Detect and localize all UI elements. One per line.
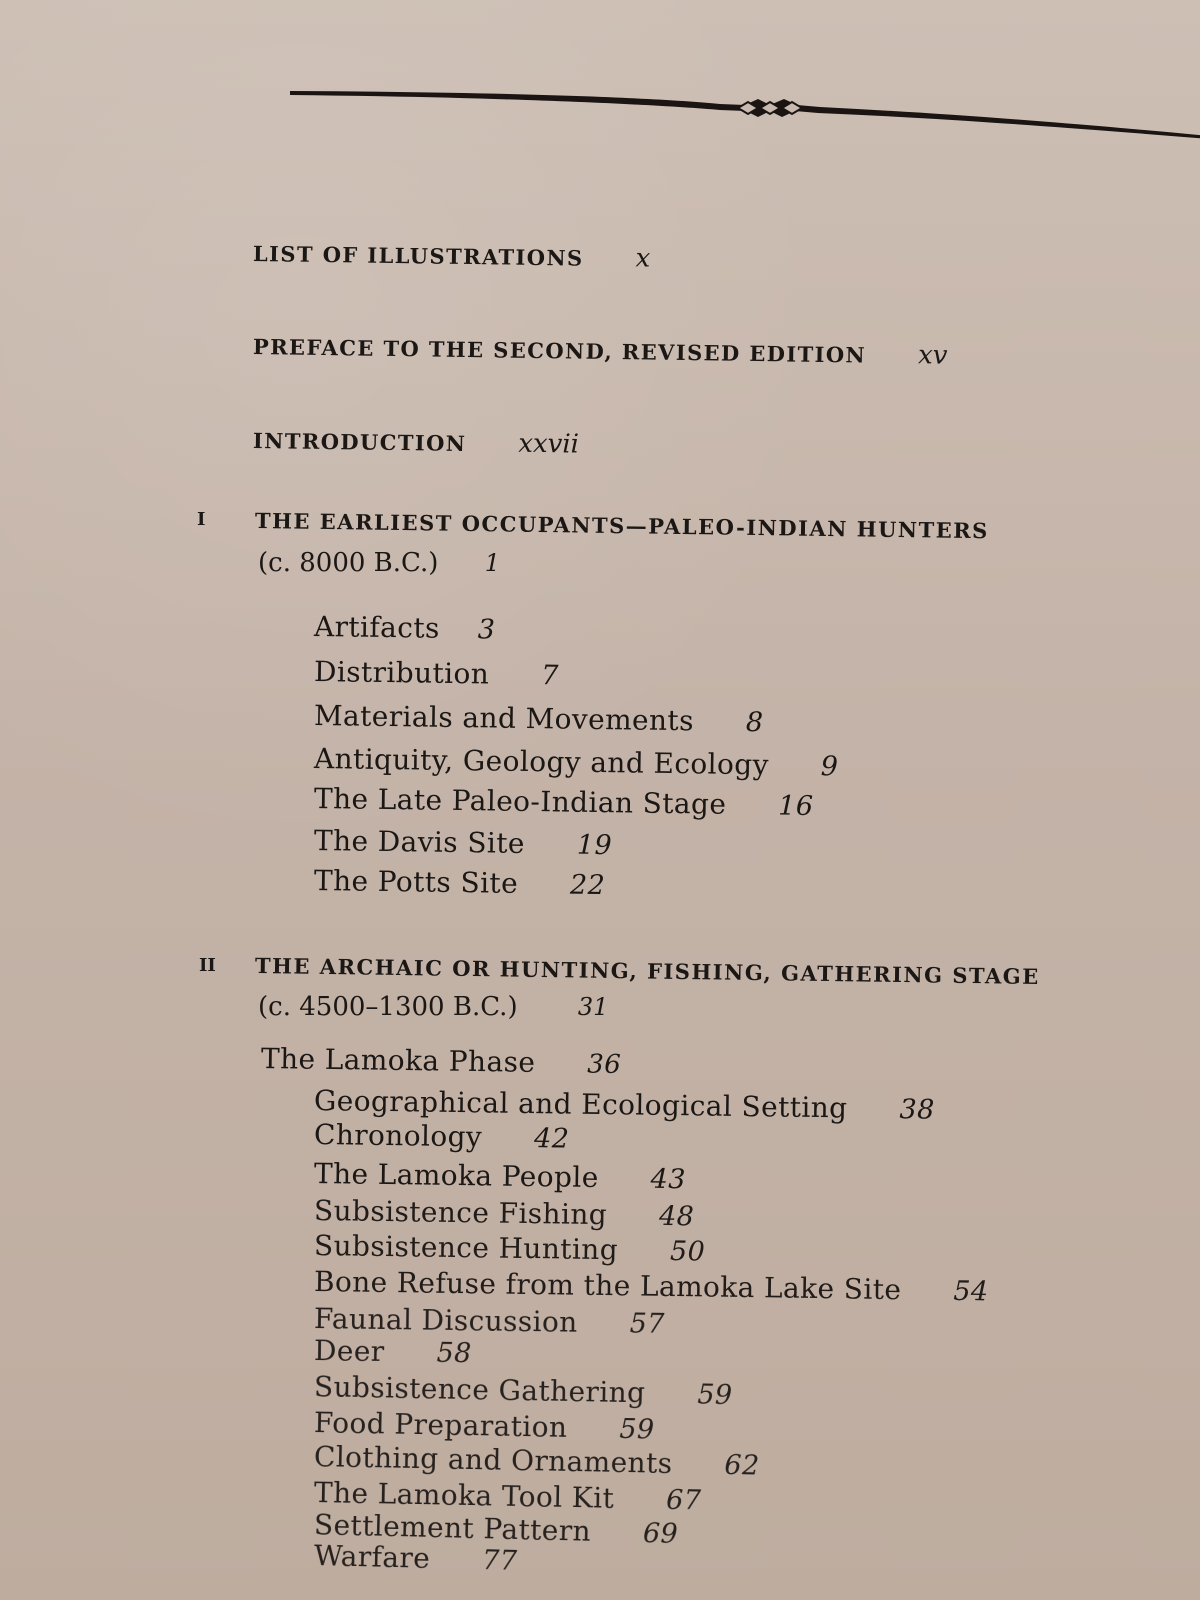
toc-section-subsistence-gathering bbox=[314, 1370, 733, 1411]
toc-section-distribution bbox=[314, 655, 559, 691]
chapter-date: (c. 8000 B.C.) bbox=[258, 548, 439, 578]
page-number: 57 bbox=[629, 1308, 666, 1340]
section-title: Subsistence Hunting bbox=[313, 1229, 619, 1267]
page-number: 58 bbox=[436, 1337, 472, 1370]
page-number: 59 bbox=[697, 1379, 733, 1412]
section-title: Warfare bbox=[313, 1539, 431, 1575]
page-number: xv bbox=[917, 340, 948, 371]
toc-section-materials-and-movements bbox=[314, 699, 764, 738]
chapter-date: (c. 4500–1300 B.C.) bbox=[258, 992, 518, 1022]
page-number: 7 bbox=[540, 660, 560, 692]
toc-entry-preface bbox=[253, 331, 948, 371]
section-title: Materials and Movements bbox=[313, 699, 695, 738]
toc-section-davis-site bbox=[314, 824, 613, 861]
ornamental-rule-icon bbox=[290, 82, 1200, 142]
page-number: 1 bbox=[484, 549, 500, 577]
page-number: 54 bbox=[953, 1275, 989, 1308]
section-title: Subsistence Gathering bbox=[313, 1370, 646, 1410]
page-number: 31 bbox=[577, 993, 609, 1021]
section-title: Geographical and Ecological Setting bbox=[313, 1084, 848, 1125]
toc-section-food-preparation bbox=[314, 1406, 655, 1446]
page-number: 8 bbox=[745, 707, 764, 739]
section-title: Food Preparation bbox=[313, 1406, 568, 1444]
page-number: x bbox=[635, 243, 651, 274]
toc-entry-introduction bbox=[253, 425, 579, 460]
section-title: The Potts Site bbox=[313, 864, 519, 900]
section-title: The Late Paleo-Indian Stage bbox=[313, 782, 727, 821]
page-number: 9 bbox=[820, 751, 839, 783]
page-number: 69 bbox=[642, 1518, 679, 1550]
toc-section-antiquity-geology-and-ecology bbox=[314, 742, 839, 782]
page-number: 48 bbox=[658, 1200, 695, 1233]
phase-title: The Lamoka Phase bbox=[260, 1042, 536, 1079]
toc-section-chronology bbox=[314, 1118, 570, 1155]
section-title: Chronology bbox=[313, 1118, 483, 1154]
section-title: Subsistence Fishing bbox=[313, 1194, 608, 1232]
front-matter-title: INTRODUCTION bbox=[252, 428, 467, 456]
section-title: Faunal Discussion bbox=[313, 1302, 578, 1339]
chapter-title: THE EARLIEST OCCUPANTS—PALEO-INDIAN HUNTERS bbox=[254, 508, 989, 544]
page-number: 77 bbox=[481, 1545, 518, 1577]
toc-section-bone-refuse bbox=[314, 1265, 989, 1307]
chapter-date-line bbox=[258, 992, 608, 1022]
section-title: Deer bbox=[313, 1334, 385, 1368]
page-number: 36 bbox=[587, 1049, 622, 1081]
page-number: 43 bbox=[650, 1163, 687, 1196]
toc-section-deer bbox=[314, 1334, 472, 1369]
page-number: 67 bbox=[665, 1484, 702, 1517]
section-title: Settlement Pattern bbox=[313, 1508, 592, 1548]
section-title: Artifacts bbox=[313, 610, 440, 645]
toc-section-late-paleo-indian-stage bbox=[314, 782, 814, 822]
section-title: Bone Refuse from the Lamoka Lake Site bbox=[313, 1265, 902, 1307]
page-number: 19 bbox=[576, 829, 613, 862]
page-number: 3 bbox=[477, 614, 496, 646]
page-number: 38 bbox=[899, 1094, 935, 1126]
chapter-title: THE ARCHAIC OR HUNTING, FISHING, GATHERING STAGE bbox=[254, 953, 1040, 989]
toc-section-subsistence-hunting bbox=[314, 1229, 706, 1267]
toc-section-artifacts bbox=[314, 610, 496, 646]
front-matter-title: LIST OF ILLUSTRATIONS bbox=[252, 241, 584, 271]
section-title: Antiquity, Geology and Ecology bbox=[313, 742, 770, 782]
page-number: 16 bbox=[778, 790, 814, 822]
page-number: xxvii bbox=[518, 428, 580, 460]
page-number: 22 bbox=[569, 869, 606, 902]
section-title: The Davis Site bbox=[313, 824, 526, 860]
toc-section-subsistence-fishing bbox=[314, 1194, 695, 1232]
page-number: 42 bbox=[533, 1123, 570, 1155]
chapter-number: II bbox=[199, 955, 216, 976]
section-title: The Lamoka People bbox=[313, 1157, 599, 1194]
toc-section-clothing-and-ornaments bbox=[314, 1440, 760, 1482]
front-matter-title: PREFACE TO THE SECOND, REVISED EDITION bbox=[252, 334, 867, 368]
chapter-number: I bbox=[197, 509, 206, 530]
page-number: 62 bbox=[724, 1449, 760, 1482]
section-title: Distribution bbox=[313, 655, 490, 691]
page-number: 59 bbox=[619, 1413, 655, 1446]
section-title: Clothing and Ornaments bbox=[313, 1440, 673, 1480]
chapter-date-line bbox=[258, 548, 500, 578]
toc-phase-lamoka bbox=[261, 1042, 622, 1080]
page-number: 50 bbox=[669, 1235, 706, 1268]
toc-entry-list-of-illustrations bbox=[253, 238, 651, 274]
toc-section-lamoka-people bbox=[314, 1157, 686, 1195]
toc-section-warfare bbox=[314, 1539, 518, 1577]
section-title: The Lamoka Tool Kit bbox=[313, 1476, 615, 1515]
toc-section-potts-site bbox=[314, 864, 606, 901]
